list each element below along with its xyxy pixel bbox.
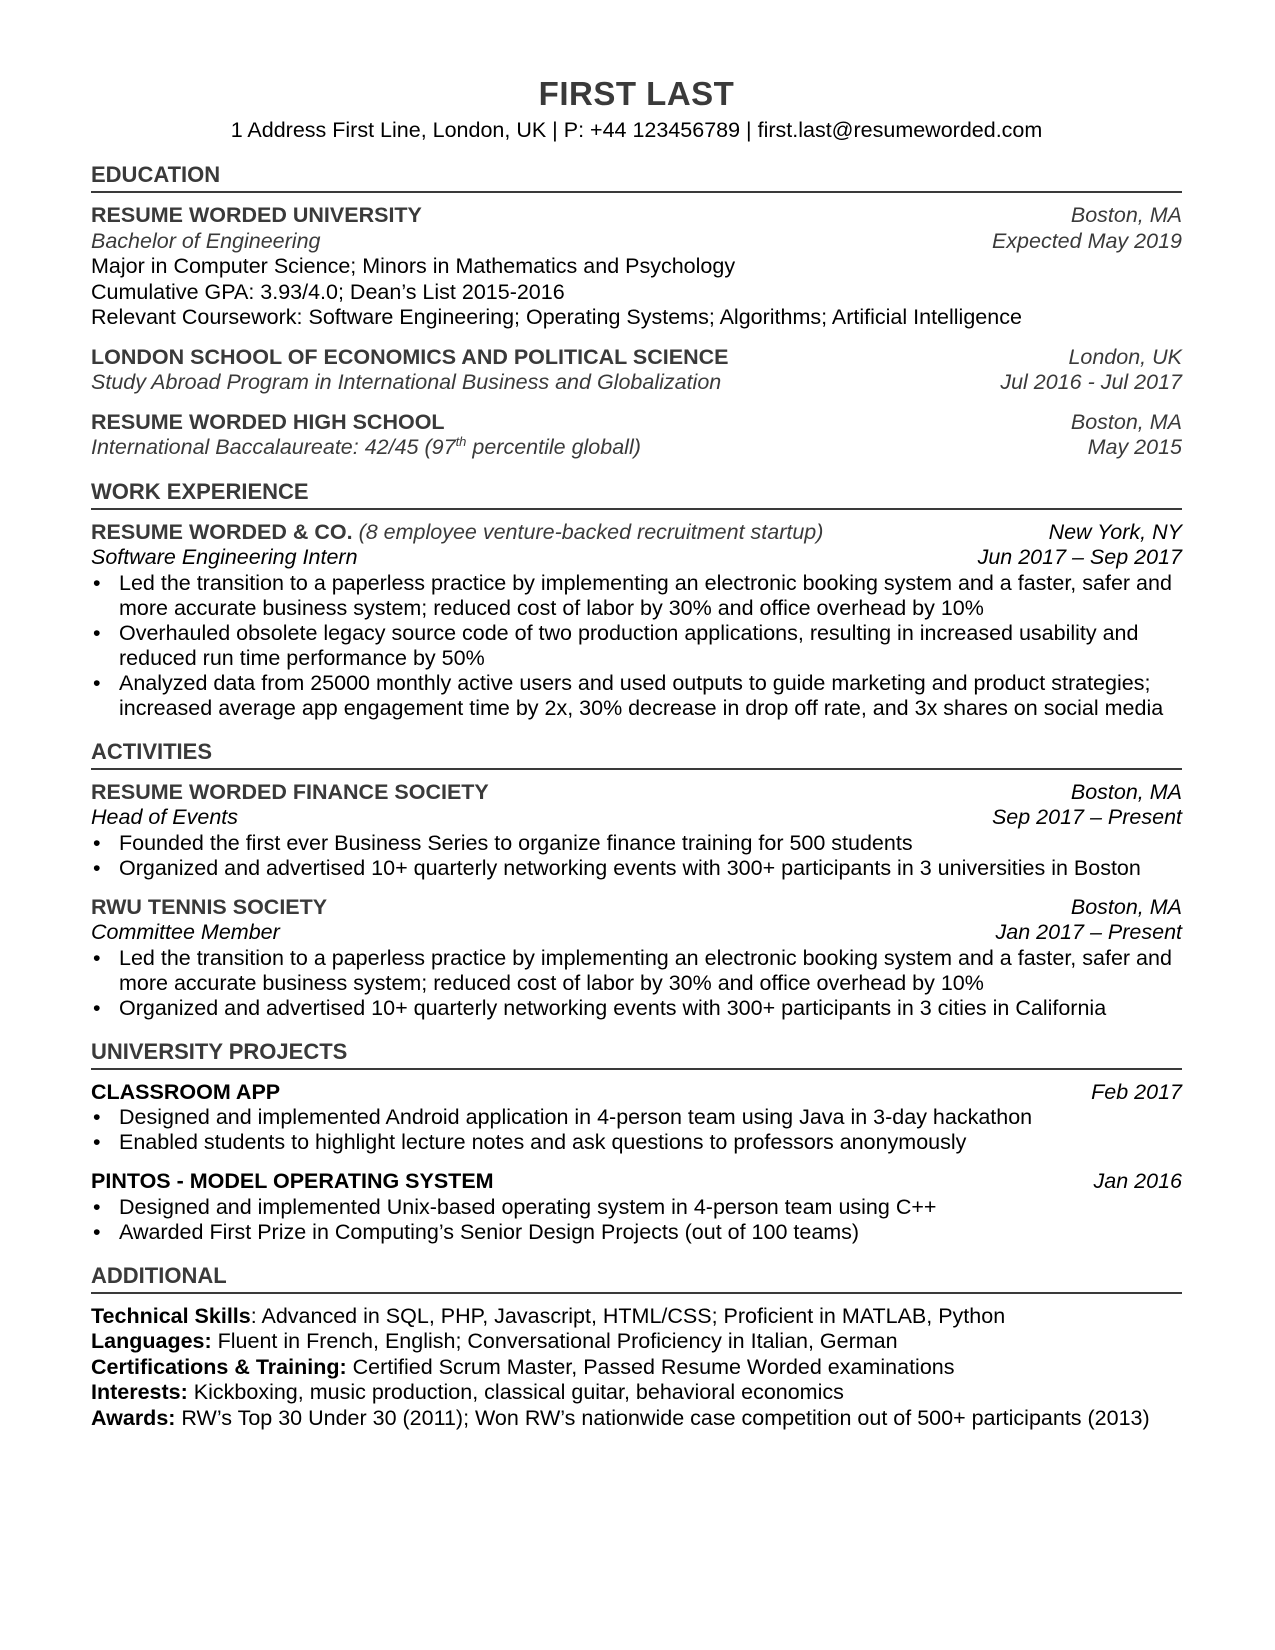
list-item: • Awarded First Prize in Computing’s Senior Design Projects (out of 100 teams) [91, 1220, 1182, 1245]
location: London, UK [1068, 344, 1182, 369]
section-title-projects: UNIVERSITY PROJECTS [91, 1039, 1182, 1070]
projects-section [91, 1039, 1182, 1245]
date: Jan 2017 – Present [995, 920, 1182, 944]
institution-name: RESUME WORDED UNIVERSITY [91, 203, 422, 227]
list-item: • Led the transition to a paperless practice by implementing an electronic booking system and a faster, safer and more accurate business system; reduced cost of labor by 30% and office overhead by 10% [91, 946, 1182, 996]
date: Jul 2016 - Jul 2017 [1000, 370, 1182, 394]
role: Software Engineering Intern [91, 545, 358, 569]
additional-item: Interests: Kickboxing, music production, classical guitar, behavioral economics [91, 1380, 844, 1404]
list-item: • Designed and implemented Unix-based operating system in 4-person team using C++ [91, 1195, 1182, 1220]
list-item: • Analyzed data from 25000 monthly active users and used outputs to guide marketing and product strategies; increased average app engagement time by 2x, 30% decrease in drop off rate, and 3x shares on social media [91, 671, 1182, 721]
section-title-education: EDUCATION [91, 162, 1182, 193]
additional-section [91, 1263, 1182, 1432]
list-item: • Organized and advertised 10+ quarterly networking events with 300+ participants in 3 cities in California [91, 996, 1182, 1021]
work-entry [91, 520, 1182, 721]
location: Boston, MA [1070, 409, 1182, 434]
location: Boston, MA [1070, 894, 1182, 919]
resume-page [91, 74, 1182, 1431]
location: Boston, MA [1070, 779, 1182, 804]
bullet-list [91, 571, 1182, 721]
bullet-list [91, 831, 1182, 881]
activity-entry [91, 780, 1182, 881]
detail-line: Major in Computer Science; Minors in Mathematics and Psychology [91, 254, 736, 278]
additional-item: Certifications & Training: Certified Scrum Master, Passed Resume Worded examinations [91, 1354, 955, 1379]
section-title-activities: ACTIVITIES [91, 739, 1182, 770]
degree: Study Abroad Program in International Business and Globalization [91, 370, 722, 394]
date: Jun 2017 – Sep 2017 [977, 545, 1182, 569]
institution-name: LONDON SCHOOL OF ECONOMICS AND POLITICAL SCIENCE [91, 344, 729, 369]
additional-item: Languages: Fluent in French, English; Conversational Proficiency in Italian, German [91, 1329, 898, 1353]
role: Head of Events [91, 805, 239, 829]
bullet-list [91, 1195, 1182, 1245]
location: Boston, MA [1070, 203, 1182, 227]
education-entry [91, 410, 1182, 461]
location: New York, NY [1048, 519, 1182, 544]
list-item: • Led the transition to a paperless practice by implementing an electronic booking system and a faster, safer and more accurate business system; reduced cost of labor by 30% and office overhead by 10% [91, 571, 1182, 621]
date: Sep 2017 – Present [991, 805, 1182, 829]
section-title-work: WORK EXPERIENCE [91, 479, 1182, 510]
degree: Bachelor of Engineering [91, 228, 321, 253]
date: Jan 2016 [1093, 1169, 1182, 1193]
date: Expected May 2019 [991, 228, 1182, 253]
list-item: • Overhauled obsolete legacy source code of two production applications, resulting in increased usability and reduced run time performance by 50% [91, 621, 1182, 671]
section-title-additional: ADDITIONAL [91, 1263, 1182, 1294]
education-entry [91, 345, 1182, 396]
degree: International Baccalaureate: 42/45 (97th percentile globall) [91, 433, 641, 459]
organization: RESUME WORDED FINANCE SOCIETY [91, 779, 489, 804]
employer: RESUME WORDED & CO. (8 employee venture-backed recruitment startup) [91, 519, 824, 544]
education-section [91, 162, 1182, 461]
list-item: • Organized and advertised 10+ quarterly networking events with 300+ participants in 3 universities in Boston [91, 856, 1182, 881]
project-name: CLASSROOM APP [91, 1079, 281, 1104]
role: Committee Member [91, 920, 280, 944]
additional-item: Technical Skills: Advanced in SQL, PHP, Javascript, HTML/CSS; Proficient in MATLAB, Python [91, 1303, 1006, 1328]
candidate-name: FIRST LAST [538, 75, 735, 112]
list-item: • Founded the first ever Business Series to organize finance training for 500 students [91, 831, 1182, 856]
project-entry [91, 1080, 1182, 1156]
bullet-list [91, 946, 1182, 1021]
organization: RWU TENNIS SOCIETY [91, 894, 328, 919]
detail-line: Cumulative GPA: 3.93/4.0; Dean’s List 2015-2016 [91, 279, 565, 304]
date: Feb 2017 [1091, 1079, 1182, 1104]
activities-section [91, 739, 1182, 1021]
list-item: • Enabled students to highlight lecture notes and ask questions to professors anonymously [91, 1130, 1182, 1155]
detail-line: Relevant Coursework: Software Engineering; Operating Systems; Algorithms; Artificial Intelligence [91, 305, 1022, 329]
work-section [91, 479, 1182, 721]
contact-line: 1 Address First Line, London, UK | P: +44 123456789 | first.last@resumeworded.com [230, 118, 1043, 142]
project-entry [91, 1169, 1182, 1245]
list-item: • Designed and implemented Android application in 4-person team using Java in 3-day hackathon [91, 1105, 1182, 1130]
date: May 2015 [1087, 435, 1182, 459]
project-name: PINTOS - MODEL OPERATING SYSTEM [91, 1169, 494, 1193]
education-entry [91, 203, 1182, 331]
activity-entry [91, 895, 1182, 1021]
institution-name: RESUME WORDED HIGH SCHOOL [91, 409, 445, 434]
additional-item: Awards: RW’s Top 30 Under 30 (2011); Won RW’s nationwide case competition out of 500+ participants (2013) [91, 1405, 1150, 1430]
bullet-list [91, 1105, 1182, 1155]
